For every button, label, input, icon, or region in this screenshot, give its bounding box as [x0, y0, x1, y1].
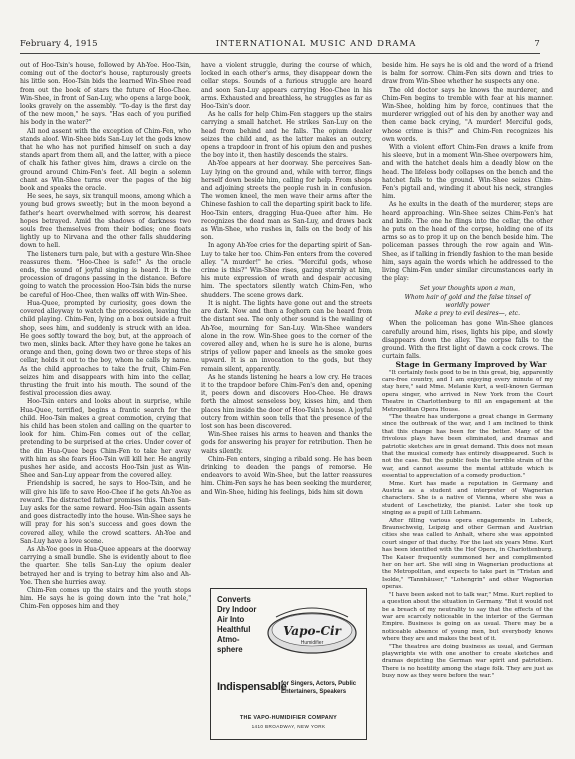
- paragraph: In agony Ah-Yoe cries for the departing spirit of San-Luy to take her too. Chim-Fen enters from the covered alley. "A murder!" he cries. "Merciful gods, whose crime is this?" Win-Shee rises, gazing sternly at him, his mute expression of wrath and despair accusing him. The spectators silently watch Chim-Fen, who shudders. The scene grows dark.: [201, 242, 372, 299]
- ad-tagline-line: Atmo-: [217, 635, 240, 644]
- ad-tagline-line: Healthful: [217, 625, 251, 634]
- paragraph: When the policeman has gone Win-Shee glances carefully around him, rises, lights his pipe, and slowly disappears down the alley. The corpse falls to the ground. With the first light of dawn a cock crows. The curtain falls.: [382, 320, 553, 361]
- ad-tagline-line: sphere: [217, 645, 243, 654]
- column-right: [382, 62, 553, 752]
- paragraph: have a violent struggle, during the course of which, locked in each other's arms, they disappear down the cellar steps. Sounds of a furious struggle are heard and soon San-Luy appears carrying Hoo-Chee in his arms. Exhausted and breathless, he struggles as far as Hoo-Tsin's door.: [201, 62, 372, 111]
- page-header: [20, 37, 540, 51]
- paragraph: Win-Shee raises his arms to heaven and thanks the gods for answering his prayer for retribution. Then he waits silently.: [201, 431, 372, 455]
- paragraph: Ah-Yoe appears at her doorway. She perceives San-Luy lying on the ground and, while with terror, flings herself down beside him, calling for help. From shops and adjoining streets the people rush in in confusion. The women kneel, the men wave their arms after the Chinese fashion to call the departing spirit back to life. Hoo-Tsin enters, dragging Hua-Quee after him. He recognizes the dead man as San-Luy, and draws back as Win-Shee, who rushes in, falls on the body of his son.: [201, 160, 372, 242]
- paragraph: "It certainly feels good to be in this great, big, apparently care-free country, and I am enjoying every minute of my stay here," said Mme. Melanie Kurt, a well-known German opera singer, who arrived in New York from the Court Theatre in Charlottenburg to fill an engagement at the Metropolitan Opera House.: [382, 369, 553, 413]
- ad-tagline-line: Dry Indoor: [217, 605, 257, 614]
- paragraph: "The theatres are doing business as usual, and German playwrights vie with one another to create sketches and dramas depicting the German war spirit and patriotism. There is no hostility among the stage folk. They are just as busy now as they were before the war.": [382, 643, 553, 680]
- humidifier-device-illustration: [266, 597, 358, 663]
- paragraph: Chim-Fen enters, singing a ribald song. He has been drinking to deaden the pangs of remorse. He endeavors to avoid Win-Shee, but the latter reassures him. Chim-Fen says he has been seeking the murderer, and Win-Shee, hiding his feelings, bids him sit down: [201, 455, 372, 496]
- paragraph: As he calls for help Chim-Fen staggers up the stairs carrying a small hatchet. He strikes San-Luy on the head from behind and he falls. The opium dealer seizes the child and, as the latter makes an outcry, opens a trapdoor in front of his opium den and pushes the boy into it, then hastily descends the stairs.: [201, 111, 372, 160]
- verse-line: Make a prey to evil desires—, etc.: [414, 310, 521, 318]
- paragraph: All nod assent with the exception of Chim-Fen, who stands aloof. Win-Shee bids San-Luy let the gods know that he who has not purified himself on such a day stands apart from them all, and the latter, with a piece of chalk his father gives him, draws a circle on the ground around Chim-Fen's feet. All begin a solemn chant as Win-Shee turns over the pages of the big book and speaks the oracle.: [20, 127, 191, 193]
- advertisement: [210, 588, 367, 740]
- column-left: [20, 62, 191, 752]
- ad-brand-subtitle: Humidifier: [300, 640, 324, 646]
- article-body: [382, 370, 553, 681]
- paragraph: Hua-Quee, prompted by curiosity, goes down the covered alleyway to watch the procession, leaving the child playing. Chim-Fen, lying on a box outside a fruit shop, sees him, and suddenly is struck with an idea. He goes softly toward the boy, but, at the approach of two men, slinks back. After they have gone he takes an orange and then, going down two or three steps of his cellar, holds it out to the boy, whom he calls by name. As the child approaches to take the fruit, Chim-Fen seizes him and disappears with him into the cellar, thrusting the fruit into his mouth. The sound of the festival procession dies away.: [20, 299, 191, 398]
- page-number: 7: [534, 39, 540, 49]
- paragraph: With a violent effort Chim-Fen draws a knife from his sleeve, but in a moment Win-Shee overpowers him, and with the hatchet deals him a deadly blow on the head. The lifeless body collapses on the bench and the hatchet falls to the ground. Win-Shee seizes Chim-Fen's pigtail and, winding it about his neck, strangles him.: [382, 144, 553, 201]
- ad-tagline-line: Converts: [217, 595, 251, 604]
- verse-line: worldly power: [445, 301, 490, 309]
- paragraph: As Ah-Yoe goes in Hua-Quee appears at the doorway carrying a small bundle. She is evidently about to flee the quarter. She tells San-Luy the opium dealer betrayed her and is trying to betray him also and Ah-Yoe. Then she hurries away.: [20, 545, 191, 586]
- paragraph: It is night. The lights have gone out and the streets are dark. Now and then a foghorn can be heard from the distant sea. The only other sound is the wailing of Ah-Yoe, mourning for San-Luy. Win-Shee wanders alone in the row. Win-Shee goes to the corner of the covered alley and, when he is sure he is alone, burns strips of yellow paper and kneels as the smoke goes upward. It is an invocation to the gods, but they remain silent, apparently.: [201, 299, 372, 373]
- ad-audience-text: for Singers, Actors, Public Entertainers, Speakers: [281, 681, 357, 695]
- verse-line: Whom hair of gold and the false tinsel of: [404, 293, 531, 301]
- paragraph: out of Hoo-Tsin's house, followed by Ah-Yoe. Hoo-Tsin, coming out of the doctor's house, rapturously greets his little son. Hoo-Tsin bids the learned Win-Shee read from out the book of stars the future of Hoo-Chee. Win-Shee, in front of San-Luy, who opens a large book, looks gravely on the assembly. "To-day is the first day of the new moon," he says. "Has each of you purified his body in the water?": [20, 62, 191, 127]
- article-title: Stage in Germany Improved by War: [395, 360, 547, 370]
- ad-tagline-line: Air Into: [217, 615, 245, 624]
- ad-headline: Indispensable: [217, 681, 287, 693]
- ad-company-address: 1410 BROADWAY, NEW YORK: [251, 724, 326, 729]
- issue-date: February 4, 1915: [20, 39, 98, 49]
- paragraph: After filling various opera engagements in Lubeck, Braunschweig, Leipzig and other German and Austrian cities she was called to Anhalt, where she was appointed court singer of that duchy. For the last six years Mme. Kurt has been identified with the Hof Opera, in Charlottenburg. The Kaiser frequently summoned her and complimented her on her art. She will sing in Wagnerian productions at the Metropolitan, and expects to take part in "Tristan and Isolde," "Tannhäuser," "Lohengrin" and other Wagnerian operas.: [382, 517, 553, 591]
- column-middle: [201, 62, 372, 582]
- ad-brand-logo: Vapo-Cir: [283, 624, 341, 638]
- ad-company-name: THE VAPO-HUMIDIFIER COMPANY: [239, 715, 338, 721]
- paragraph: The old doctor says he knows the murderer, and Chim-Fen begins to tremble with fear at his manner. Win-Shee, holding him by force, continues that the murderer wriggled out of his den by another way and then came back crying, "A murder! Merciful gods, whose crime is this?" and Chim-Fen recognizes his own words.: [382, 86, 553, 143]
- paragraph: Chim-Fen comes up the stairs and the youth stops him. He says he is going down into the "rat hole," Chim-Fen opposes him and they: [20, 587, 191, 611]
- paragraph: "The theatre has undergone a great change in Germany since the outbreak of the war, and I am inclined to think that this change has been for the better. Many of the frivolous plays have been eliminated, and dramas and patriotic sketches are in great demand. This does not mean that the musical comedy has entirely disappeared. Such is not the case. But the public feels the terrible strain of the war, and cannot assume the mental attitude which is essential to appreciation of a comedy production.": [382, 413, 553, 480]
- verse-quote: [382, 285, 553, 318]
- paragraph: Mme. Kurt has made a reputation in Germany and Austria as a student and interpreter of Wagnerian characters. She is a native of Vienna, where she was a student of Leschetizky, the pianist. Later she took up singing as a pupil of Lilli Lehmann.: [382, 480, 553, 517]
- ad-tagline: [217, 595, 261, 655]
- paragraph: Friendship is sacred, he says to Hoo-Tsin, and he will give his life to save Hoo-Chee if he gets Ah-Yoe as reward. The distracted father promises this. Then San-Luy asks for the same reward. Hoo-Tsin again assents and goes distractedly into the house. Win-Shee says he will pray for his son's success and goes down the covered alley, while the crowd scatters. Ah-Yoe and San-Luy have a love scene.: [20, 480, 191, 545]
- paragraph: Hoo-Tsin enters and looks about in surprise, while Hua-Quee, terrified, begins a frantic search for the child. Hoo-Tsin makes a great commotion, crying that his child has been stolen and calling on the quarter to look for him. Chim-Fen comes out of the cellar, pretending to be surprised at the cries. Under cover of the din Hua-Quee begs Chim-Fen to take her away with him as she fears Hoo-Tsin will kill her. He angrily pushes her aside, and accosts Hoo-Tsin just as Win-Shee and San-Luy appear from the covered alley.: [20, 398, 191, 480]
- paragraph: The listeners turn pale, but with a gesture Win-Shee reassures them. "Hoo-Chee is safe!" As the oracle ends, the sound of joyful singing is heard. It is the procession of dragons passing in the distance. Before going to watch the procession Hoo-Tsin bids the nurse be careful of Hoo-Chee, then walks off with Win-Shee.: [20, 250, 191, 299]
- publication-title: INTERNATIONAL MUSIC AND DRAMA: [215, 39, 417, 49]
- header-rule: [20, 53, 540, 54]
- paragraph: "I have been asked not to talk war," Mme. Kurt replied to a question about the situation in Germany. "But it would not be a breach of my neutrality to say that the effects of the war are scarcely noticeable in the interior of the German Empire. Business is going on as usual. There may be a noticeable absence of young men, but everybody knows where they are and makes the best of it.: [382, 591, 553, 643]
- paragraph: As he stands listening he hears a low cry. He traces it to the trapdoor before Chim-Fen's den and, opening it, peers down and discovers Hoo-Chee. He draws forth the almost senseless boy, kisses him, and then places him inside the door of Hoo-Tsin's house. A joyful outcry from within soon tells that the presence of the lost son has been discovered.: [201, 373, 372, 430]
- paragraph: As he exults in the death of the murderer, steps are heard approaching. Win-Shee seizes Chim-Fen's hat and knife. The one he flings into the cellar, the other he puts on the head of the corpse, holding one of its arms so as to prop it up on the bench beside him. The policeman passes through the row again and Win-Shee, as if talking in friendly fashion to the man beside him, says again the words which he addressed to the living Chim-Fen under similar circumstances early in the play:: [382, 201, 553, 283]
- paragraph: beside him. He says he is old and the word of a friend is balm for sorrow. Chim-Fen sits down and tries to draw from Win-Shee whether he suspects any one.: [382, 62, 553, 86]
- verse-line: Set your thoughts upon a man,: [419, 285, 516, 293]
- paragraph: He sees, he says, six tranquil moons, among which a young bud grows sweetly; but in the moon beyond a father's heart overwhelmed with sorrow, his dearest hopes betrayed. Amid the shadows of darkness two souls free themselves from their bodies; one floats lightly up to Nirvana and the other falls shuddering down to hell.: [20, 193, 191, 250]
